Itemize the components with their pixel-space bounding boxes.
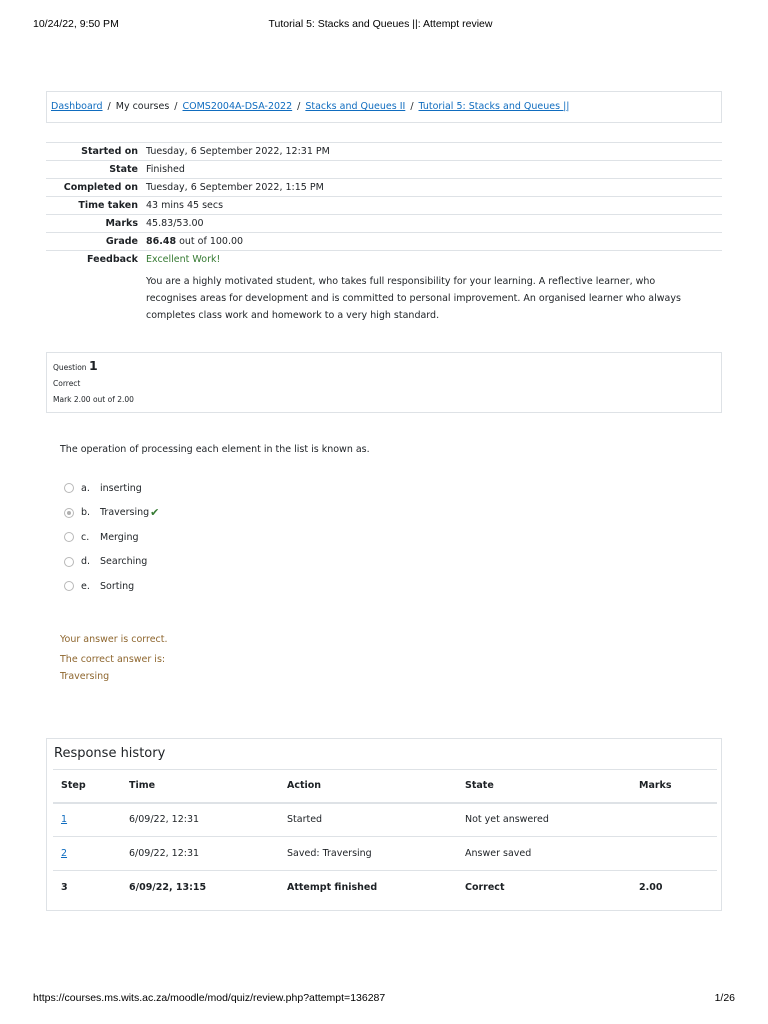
correct-answer-value: Traversing	[60, 671, 110, 682]
summary-value: Tuesday, 6 September 2022, 12:31 PM	[146, 143, 722, 161]
breadcrumb-separator: /	[107, 101, 111, 112]
print-date: 10/24/22, 9:50 PM	[33, 18, 119, 30]
table-row	[53, 803, 717, 837]
summary-label: Feedback	[46, 251, 146, 269]
response-history	[46, 738, 722, 911]
breadcrumb-course[interactable]: COMS2004A-DSA-2022	[182, 101, 293, 112]
row-time: 6/09/22, 12:31	[121, 837, 279, 871]
response-history-title: Response history	[54, 746, 166, 761]
row-action: Saved: Traversing	[279, 837, 457, 871]
summary-label: Completed on	[46, 179, 146, 197]
answer-text: Merging	[100, 531, 139, 543]
column-header-action: Action	[279, 770, 457, 803]
response-history-table	[53, 769, 717, 905]
summary-value: Finished	[146, 161, 722, 179]
radio-button[interactable]	[64, 557, 74, 567]
answer-text: Traversing	[100, 507, 150, 519]
answer-option-e[interactable]	[64, 574, 159, 599]
question-mark: Mark 2.00 out of 2.00	[53, 395, 134, 404]
row-state: Correct	[457, 871, 631, 905]
summary-row-feedback-text	[46, 269, 722, 334]
feedback-value: Excellent Work!	[146, 251, 722, 269]
radio-button[interactable]	[64, 483, 74, 493]
breadcrumb-dashboard[interactable]: Dashboard	[51, 101, 103, 112]
summary-row-grade	[46, 233, 722, 251]
summary-row-state	[46, 161, 722, 179]
row-time: 6/09/22, 12:31	[129, 814, 200, 826]
row-state: Answer saved	[457, 837, 631, 871]
answer-letter: d.	[81, 556, 91, 568]
print-title: Tutorial 5: Stacks and Queues ||: Attempt review	[268, 18, 493, 30]
check-icon: ✔	[150, 506, 160, 520]
answer-list	[64, 476, 159, 599]
answer-feedback	[60, 631, 168, 685]
print-header	[33, 18, 728, 32]
row-state: Not yet answered	[465, 814, 549, 826]
row-marks	[631, 803, 717, 837]
summary-row-completed	[46, 179, 722, 197]
summary-label: State	[46, 161, 146, 179]
outcome-message: Your answer is correct.	[60, 634, 168, 645]
breadcrumb-separator: /	[410, 101, 414, 112]
answer-option-c[interactable]	[64, 525, 159, 550]
answer-letter: c.	[81, 531, 90, 543]
summary-value	[146, 233, 722, 251]
answer-text: Sorting	[100, 580, 135, 592]
answer-option-b[interactable]	[64, 501, 159, 526]
row-step: 3	[53, 871, 121, 905]
breadcrumb-quiz[interactable]: Tutorial 5: Stacks and Queues ||	[418, 101, 570, 112]
answer-text: Searching	[100, 556, 148, 568]
summary-row-feedback	[46, 251, 722, 269]
breadcrumb-my-courses: My courses	[115, 101, 170, 112]
column-header-marks: Marks	[631, 770, 717, 803]
answer-option-d[interactable]	[64, 550, 159, 575]
question-status: Correct	[53, 379, 81, 388]
answer-letter: a.	[81, 482, 90, 494]
radio-button[interactable]	[64, 581, 74, 591]
breadcrumb-section[interactable]: Stacks and Queues II	[305, 101, 406, 112]
breadcrumb-separator: /	[174, 101, 178, 112]
row-marks	[631, 837, 717, 871]
feedback-text: You are a highly motivated student, who takes full responsibility for your learning. A reflective learner, who recognises areas for development and is committed to personal improvement. An organised learner who always completes class work and homework to a very high standard.	[146, 275, 681, 321]
summary-value: 45.83/53.00	[146, 215, 722, 233]
breadcrumb-separator: /	[297, 101, 301, 112]
answer-option-a[interactable]	[64, 476, 159, 501]
print-url: https://courses.ms.wits.ac.za/moodle/mod/quiz/review.php?attempt=136287	[33, 992, 386, 1004]
grade-value: 86.48	[146, 236, 177, 247]
table-row	[53, 871, 717, 905]
breadcrumb	[46, 91, 722, 123]
print-page-number: 1/26	[714, 992, 735, 1004]
summary-row-time-taken	[46, 197, 722, 215]
attempt-summary-table	[46, 142, 722, 334]
question-label: Question	[53, 363, 87, 372]
summary-label: Grade	[46, 233, 146, 251]
answer-letter: e.	[81, 580, 90, 592]
grade-out-of: out of 100.00	[176, 236, 244, 247]
column-header-state: State	[457, 770, 631, 803]
row-marks: 2.00	[631, 871, 717, 905]
summary-label: Time taken	[46, 197, 146, 215]
answer-letter: b.	[81, 507, 91, 519]
summary-value: 43 mins 45 secs	[146, 197, 722, 215]
column-header-time: Time	[121, 770, 279, 803]
row-time: 6/09/22, 13:15	[121, 871, 279, 905]
summary-label: Started on	[46, 143, 146, 161]
summary-row-marks	[46, 215, 722, 233]
step-link[interactable]: 2	[61, 848, 68, 859]
radio-button-selected[interactable]	[64, 508, 74, 518]
print-footer	[33, 992, 735, 1006]
column-header-step: Step	[53, 770, 121, 803]
summary-row-started	[46, 143, 722, 161]
question-info-box	[46, 352, 722, 413]
answer-text: inserting	[100, 482, 142, 494]
radio-button[interactable]	[64, 532, 74, 542]
table-row	[53, 837, 717, 871]
summary-label: Marks	[46, 215, 146, 233]
correct-answer-label: The correct answer is:	[60, 654, 166, 665]
row-action: Attempt finished	[279, 871, 457, 905]
table-header-row	[53, 770, 717, 803]
question-number: 1	[88, 358, 98, 373]
summary-value: Tuesday, 6 September 2022, 1:15 PM	[146, 179, 722, 197]
question-text: The operation of processing each element in the list is known as.	[60, 444, 370, 455]
row-action: Started	[287, 814, 323, 826]
step-link[interactable]: 1	[61, 814, 68, 826]
